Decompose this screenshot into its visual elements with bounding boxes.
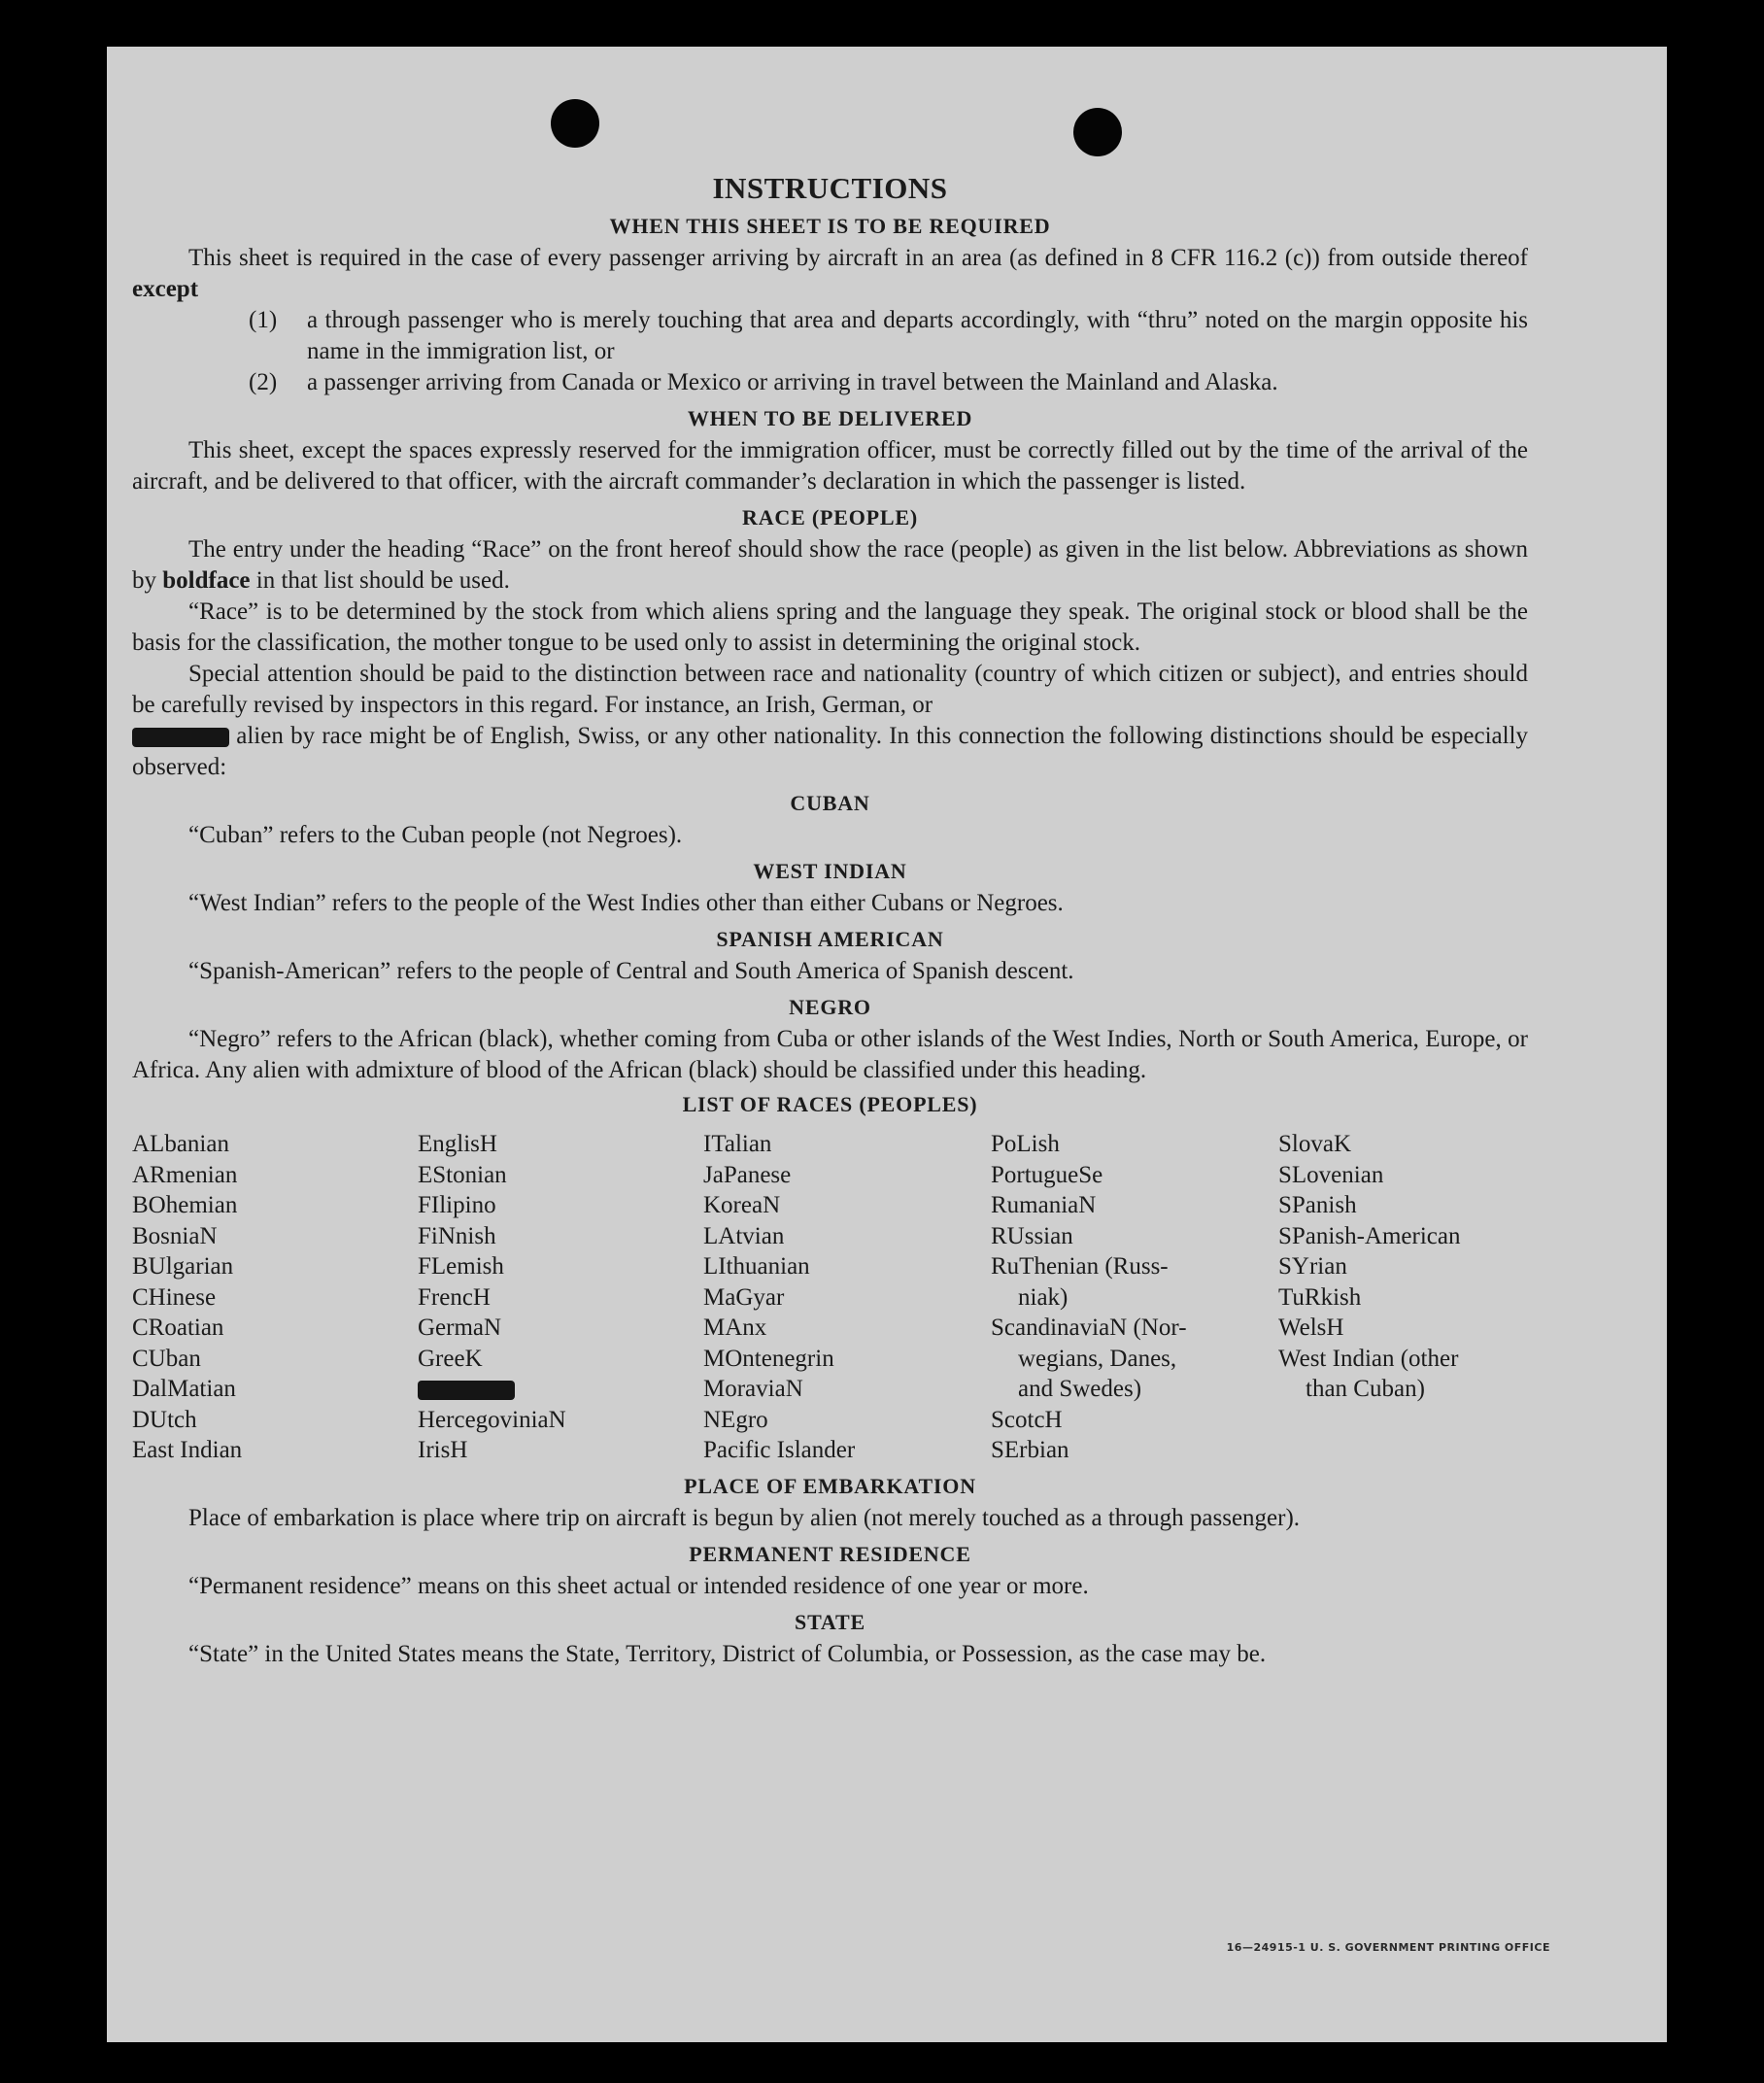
race-column-4 <box>991 1129 1278 1466</box>
race-item: RuThenian (Russ- <box>991 1253 1169 1280</box>
race-item: SLovenian <box>1278 1161 1384 1188</box>
race-item: SPanish <box>1278 1192 1357 1218</box>
race-item: CRoatian <box>132 1315 224 1341</box>
race-item: LIthuanian <box>703 1253 810 1280</box>
heading-state: STATE <box>795 1609 865 1634</box>
west-indian-text: “West Indian” refers to the people of the West Indies other than either Cubans or Negroes. <box>188 890 1064 916</box>
punch-hole-left <box>551 99 599 148</box>
race-item: FLemish <box>418 1253 504 1280</box>
state-text: “State” in the United States means the State, Territory, District of Columbia, or Possession, as the case may be. <box>188 1640 1267 1667</box>
race-item: JaPanese <box>703 1161 792 1188</box>
race-item: LAtvian <box>703 1222 785 1249</box>
race-item: GreeK <box>418 1345 483 1372</box>
punch-hole-right <box>1073 108 1122 156</box>
embarkation-text: Place of embarkation is place where trip on aircraft is begun by alien (not merely touched as a through passenger). <box>188 1504 1301 1531</box>
race-item: and Swedes) <box>1018 1376 1142 1402</box>
race-item: HercegoviniaN <box>418 1406 566 1433</box>
race-item: EnglisH <box>418 1131 497 1157</box>
cuban-text: “Cuban” refers to the Cuban people (not Negroes). <box>188 822 683 848</box>
required-intro: This sheet is required in the case of every passenger arriving by aircraft in an area (as defined in 8 CFR 116.2 (c)) from outside thereof except <box>132 245 1528 302</box>
race-item: MAnx <box>703 1315 767 1341</box>
race-item: DUtch <box>132 1406 197 1433</box>
race-item: ScotcH <box>991 1406 1063 1433</box>
race-item: BosniaN <box>132 1222 218 1249</box>
race-item: BOhemian <box>132 1192 238 1218</box>
race-item: FrencH <box>418 1283 491 1311</box>
race-item: ARmenian <box>132 1161 238 1188</box>
race-item: BUlgarian <box>132 1253 234 1280</box>
race-item: IrisH <box>418 1437 468 1463</box>
race-item: RumaniaN <box>991 1192 1097 1218</box>
delivered-text: This sheet, except the spaces expressly reserved for the immigration officer, must be correctly filled out by the time of the arrival of the aircraft, and be delivered to that officer, with the aircraft commander’s declaration in which the passenger is listed. <box>132 437 1528 495</box>
redaction-mark <box>132 728 229 747</box>
race-item: ALbanian <box>132 1131 229 1157</box>
exception-item: (1) a through passenger who is merely touching that area and departs accordingly, with “thru” noted on the margin opposite his name in the immigration list, or <box>249 307 1528 364</box>
exception-item: (2) a passenger arriving from Canada or Mexico or arriving in travel between the Mainland and Alaska. <box>249 369 1278 395</box>
race-item: FiNnish <box>418 1222 496 1249</box>
race-item: KoreaN <box>703 1192 781 1218</box>
page-title: INSTRUCTIONS <box>712 171 948 205</box>
race-item: SErbian <box>991 1437 1069 1463</box>
race-list <box>132 1129 1528 1466</box>
race-item: East Indian <box>132 1437 243 1463</box>
race-item: ITalian <box>703 1131 772 1157</box>
race-item: SYrian <box>1278 1253 1347 1280</box>
heading-permanent-residence: PERMANENT RESIDENCE <box>689 1541 971 1566</box>
race-item: than Cuban) <box>1306 1376 1425 1402</box>
heading-west-indian: WEST INDIAN <box>753 859 907 883</box>
heading-cuban: CUBAN <box>790 791 870 815</box>
race-item: SlovaK <box>1278 1131 1351 1157</box>
race-item: Pacific Islander <box>703 1437 856 1463</box>
negro-text: “Negro” refers to the African (black), whether coming from Cuba or other islands of the West Indies, North or South America, Europe, or Africa. Any alien with admixture of blood of the African (black) should be classified under this heading. <box>132 1026 1528 1083</box>
race-item: PoLish <box>991 1131 1060 1157</box>
race-item: DalMatian <box>132 1376 236 1402</box>
race-item: MaGyar <box>703 1283 785 1311</box>
race-item: GermaN <box>418 1315 502 1341</box>
race-paragraph-1: The entry under the heading “Race” on the front hereof should show the race (people) as given in the list below. Abbreviations as shown by boldface in that list should be used. <box>132 536 1528 594</box>
race-item: West Indian (other <box>1278 1345 1459 1372</box>
race-item: WelsH <box>1278 1315 1344 1341</box>
race-item: PortugueSe <box>991 1161 1103 1188</box>
race-column-2 <box>418 1129 703 1466</box>
race-item: SPanish-American <box>1278 1222 1461 1249</box>
race-item: CHinese <box>132 1283 217 1311</box>
race-item: wegians, Danes, <box>1018 1345 1177 1372</box>
race-paragraph-2: “Race” is to be determined by the stock from which aliens spring and the language they speak. The original stock or blood shall be the basis for the classification, the mother tongue to be used only to assist in determining the original stock. <box>132 598 1528 656</box>
race-column-1 <box>132 1129 418 1466</box>
heading-when-required: WHEN THIS SHEET IS TO BE REQUIRED <box>609 214 1051 238</box>
residence-text: “Permanent residence” means on this sheet actual or intended residence of one year or more. <box>188 1572 1089 1599</box>
race-column-5 <box>1278 1129 1528 1466</box>
heading-spanish-american: SPANISH AMERICAN <box>716 927 944 951</box>
race-paragraph-3: Special attention should be paid to the distinction between race and nationality (country of which citizen or subject), and entries should be carefully revised by inspectors in this regard. For instance, an Irish, German, or alien by race might be of English, Swiss, or any other nationality. In this connection the following distinctions should be especially observed: <box>132 661 1529 780</box>
race-item: TuRkish <box>1278 1283 1362 1311</box>
heading-embarkation: PLACE OF EMBARKATION <box>684 1473 976 1498</box>
printer-imprint: 16—24915-1 U. S. GOVERNMENT PRINTING OFFICE <box>1226 1941 1550 1954</box>
race-item: EStonian <box>418 1161 507 1188</box>
heading-negro: NEGRO <box>789 995 871 1019</box>
race-item-redacted <box>418 1374 703 1405</box>
document-sheet <box>107 47 1667 2042</box>
race-item: FIlipino <box>418 1192 496 1218</box>
heading-list-of-races: LIST OF RACES (PEOPLES) <box>682 1092 978 1116</box>
spanish-american-text: “Spanish-American” refers to the people of Central and South America of Spanish descent. <box>188 958 1074 984</box>
redaction-mark <box>418 1381 515 1400</box>
heading-when-delivered: WHEN TO BE DELIVERED <box>687 406 973 430</box>
race-item: MOntenegrin <box>703 1345 834 1372</box>
race-item: ScandinaviaN (Nor- <box>991 1315 1187 1341</box>
race-column-3 <box>703 1129 991 1466</box>
race-item: NEgro <box>703 1406 768 1433</box>
race-item: MoraviaN <box>703 1376 803 1402</box>
exceptions-list <box>132 305 1528 398</box>
race-item: CUban <box>132 1345 201 1372</box>
heading-race: RACE (PEOPLE) <box>742 505 918 529</box>
race-item: RUssian <box>991 1222 1073 1249</box>
document-content <box>132 171 1528 1670</box>
race-item: niak) <box>1018 1283 1069 1311</box>
